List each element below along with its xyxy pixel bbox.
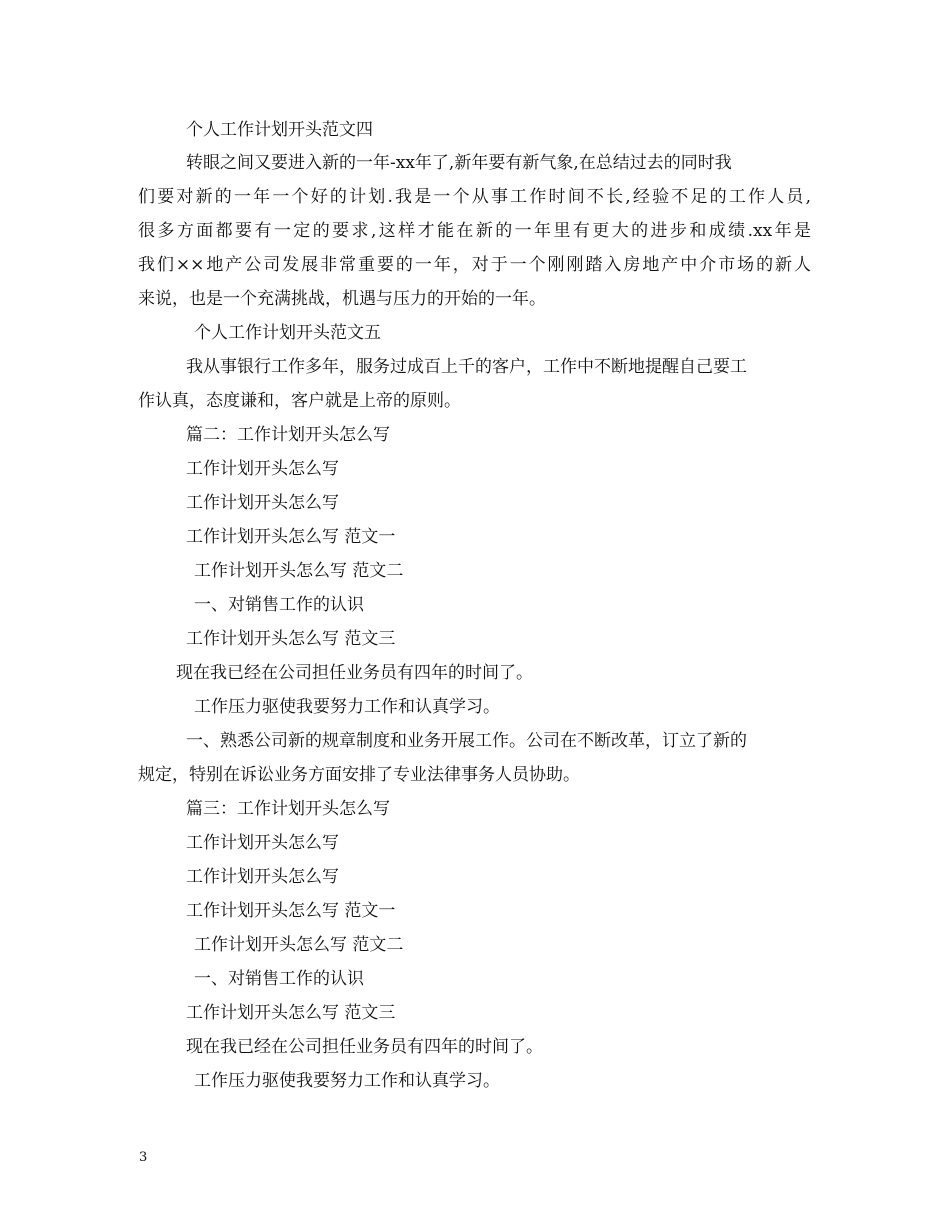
paragraph-line: 工作压力驱使我要努力工作和认真学习。: [194, 697, 500, 717]
list-item: 工作计划开头怎么写: [186, 833, 339, 853]
section-heading-pian-er: 篇二：工作计划开头怎么写: [186, 425, 390, 445]
list-item: 工作计划开头怎么写 范文一: [186, 901, 396, 921]
section-heading-pian-san: 篇三：工作计划开头怎么写: [186, 799, 390, 819]
paragraph-line: 现在我已经在公司担任业务员有四年的时间了。: [176, 663, 533, 683]
list-item: 工作计划开头怎么写 范文二: [194, 935, 404, 955]
heading-fanwen-si: 个人工作计划开头范文四: [186, 120, 373, 140]
paragraph-line: 我从事银行工作多年，服务过成百上千的客户，工作中不断地提醒自己要工: [186, 357, 747, 377]
paragraph-line: 规定，特别在诉讼业务方面安排了专业法律事务人员协助。: [138, 765, 580, 785]
paragraph-line: 们要对新的一年一个好的计划.我是一个从事工作时间不长,经验不足的工作人员,: [138, 187, 811, 207]
list-item: 工作计划开头怎么写: [186, 493, 339, 513]
list-item: 工作计划开头怎么写: [186, 867, 339, 887]
paragraph-line: 作认真，态度谦和，客户就是上帝的原则。: [138, 391, 461, 411]
list-item: 工作计划开头怎么写 范文三: [186, 1003, 396, 1023]
list-item: 工作计划开头怎么写: [186, 459, 339, 479]
list-item: 一、对销售工作的认识: [194, 969, 364, 989]
paragraph-line: 来说，也是一个充满挑战，机遇与压力的开始的一年。: [138, 289, 546, 309]
paragraph-line: 我们××地产公司发展非常重要的一年，对于一个刚刚踏入房地产中介市场的新人: [138, 255, 811, 275]
list-item: 一、对销售工作的认识: [194, 595, 364, 615]
heading-fanwen-wu: 个人工作计划开头范文五: [194, 323, 381, 343]
paragraph-line: 很多方面都要有一定的要求,这样才能在新的一年里有更大的进步和成绩.xx年是: [138, 221, 811, 241]
paragraph-line: 现在我已经在公司担任业务员有四年的时间了。: [186, 1037, 543, 1057]
paragraph-line: 工作压力驱使我要努力工作和认真学习。: [194, 1071, 500, 1091]
page-number: 3: [139, 1150, 148, 1165]
paragraph-line: 转眼之间又要进入新的一年-xx年了,新年要有新气象,在总结过去的同时我: [186, 153, 732, 173]
list-item: 工作计划开头怎么写 范文二: [194, 561, 404, 581]
list-item: 工作计划开头怎么写 范文三: [186, 629, 396, 649]
list-item: 工作计划开头怎么写 范文一: [186, 527, 396, 547]
paragraph-line: 一、熟悉公司新的规章制度和业务开展工作。公司在不断改革，订立了新的: [186, 731, 747, 751]
